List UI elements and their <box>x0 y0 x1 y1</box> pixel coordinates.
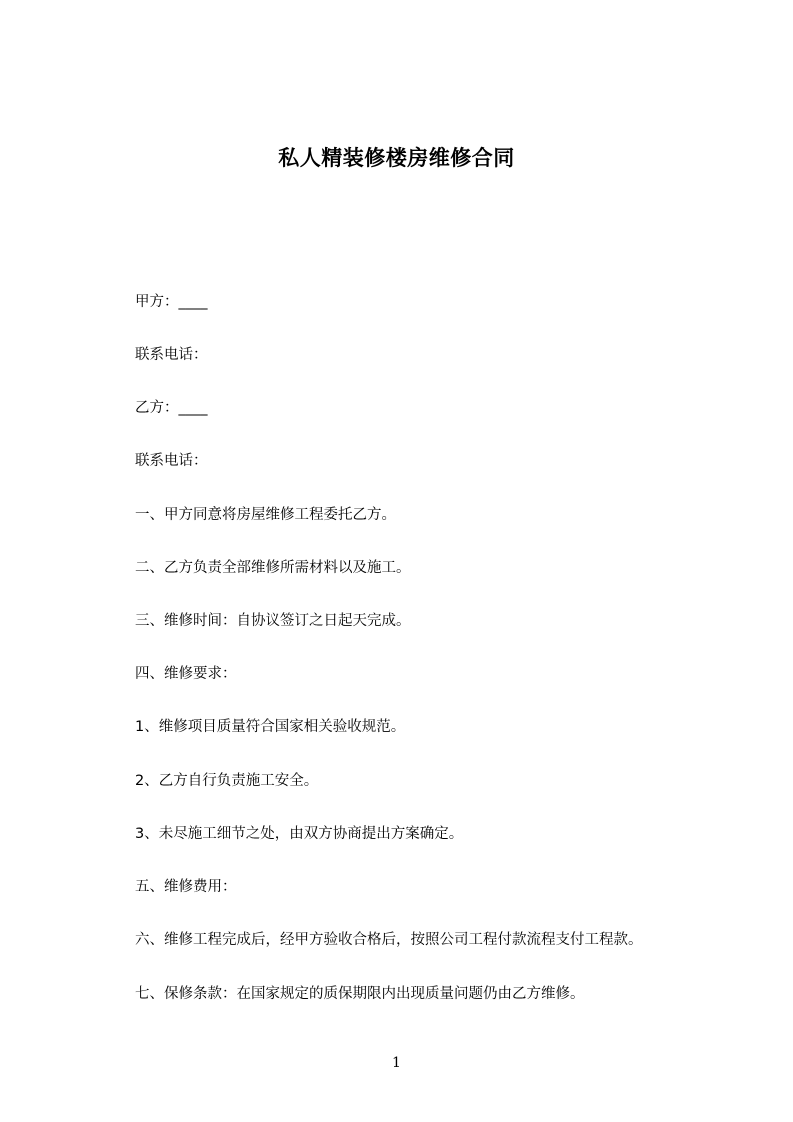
party-b-phone-line: 联系电话： <box>135 453 208 469</box>
requirement-1: 1、维修项目质量符合国家相关验收规范。 <box>135 719 406 735</box>
page-number: 1 <box>392 1055 401 1071</box>
clause-7: 七、保修条款：在国家规定的质保期限内出现质量问题仍由乙方维修。 <box>135 986 585 1002</box>
party-b-line: 乙方：____ <box>135 400 208 416</box>
clause-4: 四、维修要求： <box>135 666 237 682</box>
document-title: 私人精装修楼房维修合同 <box>278 146 515 170</box>
party-a-phone-line: 联系电话： <box>135 347 208 363</box>
clause-1: 一、甲方同意将房屋维修工程委托乙方。 <box>135 507 396 523</box>
clause-3: 三、维修时间：自协议签订之日起天完成。 <box>135 613 411 629</box>
clause-5: 五、维修费用： <box>135 879 237 895</box>
requirement-2: 2、乙方自行负责施工安全。 <box>135 773 319 789</box>
requirement-3: 3、未尽施工细节之处，由双方协商提出方案确定。 <box>135 826 464 842</box>
clause-2: 二、乙方负责全部维修所需材料以及施工。 <box>135 560 411 576</box>
clause-6: 六、维修工程完成后，经甲方验收合格后，按照公司工程付款流程支付工程款。 <box>135 932 643 948</box>
party-a-line: 甲方：____ <box>135 294 208 310</box>
